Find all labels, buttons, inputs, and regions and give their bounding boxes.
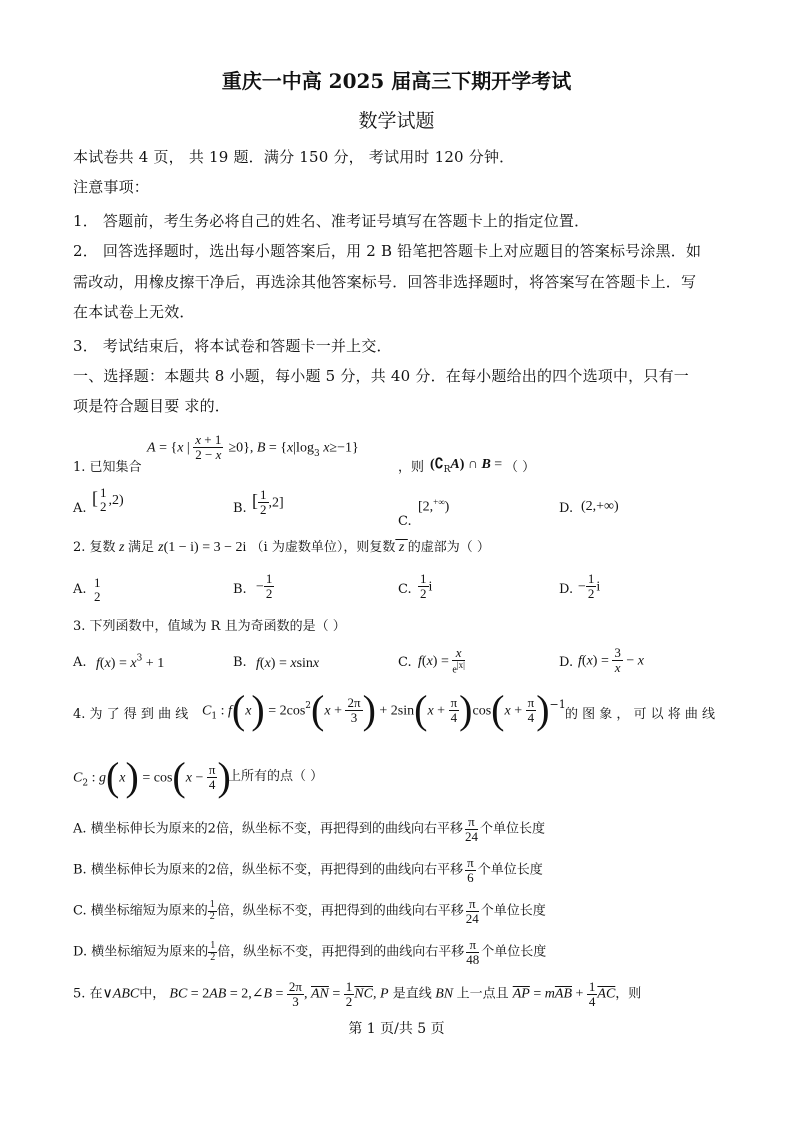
q3-option-a-math: $f(x) = x^3 + 1$ xyxy=(96,653,165,671)
note-3: 3． 考试结束后，将本试卷和答题卡一并上交． xyxy=(73,337,392,355)
q3-option-d-label: D. xyxy=(559,655,574,670)
q2-option-a-math: 1 2 xyxy=(94,575,101,604)
q1-set-definition: A = {x | $\frac{x + 1}{2 - x}$ ≥0}, $B = \{x|\log_3$ x≥−1} xyxy=(147,432,359,462)
note-1: 1． 答题前，考生务必将自己的姓名、准考证号填写在答题卡上的指定位置． xyxy=(73,212,590,230)
q1-expression: $(∁_RA)$ ∩ B = xyxy=(430,457,503,476)
q1-fraction: $\frac{x + 1}{2 - x}$ xyxy=(195,432,222,462)
q4-option-b: B. 横坐标伸长为原来的2倍，纵坐标不变，再把得到的曲线向右平移 $\frac{\pi}{6}$ 个单位长度 xyxy=(73,855,543,885)
q1-option-c-math: [2,+∞) xyxy=(418,497,450,515)
q3-option-d-math: f(x) = $\frac{3}{x}$ − x xyxy=(578,645,644,675)
q2-stem: 2. 复数 z 满足 z(1 − i) = 3 − 2i （i 为虚数单位），则复数 z 的虚部为（ ） xyxy=(73,540,490,555)
q4-option-d: D. 横坐标缩短为原来的 $\frac{1}{2}$ 倍，纵坐标不变，再把得到的曲线向右平移 $\frac{\pi}{48}$ 个单位长度 xyxy=(73,937,547,967)
q1-then: ，则 xyxy=(398,460,425,475)
q2-option-c-math: $\frac{1}{2}$ i xyxy=(420,571,433,601)
q3-option-b-label: B. xyxy=(233,655,247,670)
q4-curve-c2: $C_2$ : g(x) = cos(x − $\frac{\pi}{4}$ ) xyxy=(73,754,231,799)
page-subtitle: 数学试题 xyxy=(358,110,435,132)
q3-option-a-label: A. xyxy=(73,655,87,670)
q2-option-b-label: B. xyxy=(233,582,247,597)
q1-option-b-label: B. xyxy=(233,501,247,516)
q4-curve-c1: $C_1$ : $f(x) = 2\cos^2(x$ + $\frac{2\pi}{3}$ ) + 2sin(x + $\frac{\pi}{4}$ )cos(x + $\frac{\pi}{4}$ )$^{-1}$ xyxy=(202,687,566,732)
q1-option-c-label: C. xyxy=(398,514,412,529)
q1-stem: 1. 已知集合 xyxy=(73,460,142,475)
exam-summary: 本试卷共 4 页， 共 19 题．满分 150 分， 考试用时 120 分钟． xyxy=(73,148,515,166)
q1-option-a-label: A. xyxy=(73,501,87,516)
q4-stem-end: 上所有的点（ ） xyxy=(228,769,324,784)
page-title: 重庆一中高 2025 届高三下期开学考试 xyxy=(221,69,572,93)
q1-option-a-math: [ 1 2 ,2) xyxy=(92,485,124,514)
note-2-line-2: 需改动，用橡皮擦干净后，再选涂其他答案标号．回答非选择题时，将答案写在答题卡上．写 xyxy=(73,273,697,291)
q3-option-b-math: f(x) = xsinx xyxy=(256,656,320,671)
notes-title: 注意事项： xyxy=(73,178,150,196)
q1-option-d-math: (2,+∞) xyxy=(581,499,619,514)
q3-option-c-label: C. xyxy=(398,655,412,670)
note-2-line-3: 在本试卷上无效． xyxy=(73,303,195,321)
q1-option-d-label: D. xyxy=(559,501,574,516)
q2-option-b-math: − $\frac{1}{2}$ xyxy=(256,571,273,601)
q4-option-a: A. 横坐标伸长为原来的2倍，纵坐标不变，再把得到的曲线向右平移 $\frac{\pi}{24}$ 个单位长度 xyxy=(73,814,545,844)
q4-stem-middle: 的 图 象 ， 可 以 将 曲 线 xyxy=(565,707,716,722)
q4-stem-start: 4. 为 了 得 到 曲 线 xyxy=(73,707,189,722)
q3-option-c-math: f(x) = $\frac{x}{e^{|x|}}$ xyxy=(418,645,465,675)
q4-option-c: C. 横坐标缩短为原来的 $\frac{1}{2}$ 倍，纵坐标不变，再把得到的曲线向右平移 $\frac{\pi}{24}$ 个单位长度 xyxy=(73,896,546,926)
q3-stem: 3. 下列函数中，值域为 R 且为奇函数的是（ ） xyxy=(73,619,346,634)
q1-option-b-math: [ $\frac{1}{2}$ ,2] xyxy=(252,487,284,517)
q2-option-d-label: D. xyxy=(559,582,574,597)
q1-answer-blank: （ ） xyxy=(505,460,536,475)
q2-option-c-label: C. xyxy=(398,582,412,597)
page-footer: 第 1 页/共 5 页 xyxy=(348,1021,445,1037)
note-2-line-1: 2． 回答选择题时，选出每小题答案后，用 2 B 铅笔把答题卡上对应题目的答案标号涂黑．如 xyxy=(73,242,702,260)
q2-option-d-math: − $\frac{1}{2}$ i xyxy=(578,571,601,601)
section-heading-line-1: 一、选择题：本题共 8 小题，每小题 5 分，共 40 分．在每小题给出的四个选项中，只有一 xyxy=(73,367,689,385)
q2-option-a-label: A. xyxy=(73,582,87,597)
q5-stem: 5. 在∨ABC中， BC = 2AB = 2,∠B = $\frac{2\pi}{3}$ , $\overline{AN}$ = $\frac{1}{2}$ $\overline{NC}$, P 是直线 BN 上一点且 $\overline{AP} = m\overline{AB}$ + $\frac{1}{4}$ $\overline{AC}$，则 xyxy=(73,979,642,1009)
section-heading-line-2: 项是符合题目要 求的． xyxy=(73,397,230,415)
